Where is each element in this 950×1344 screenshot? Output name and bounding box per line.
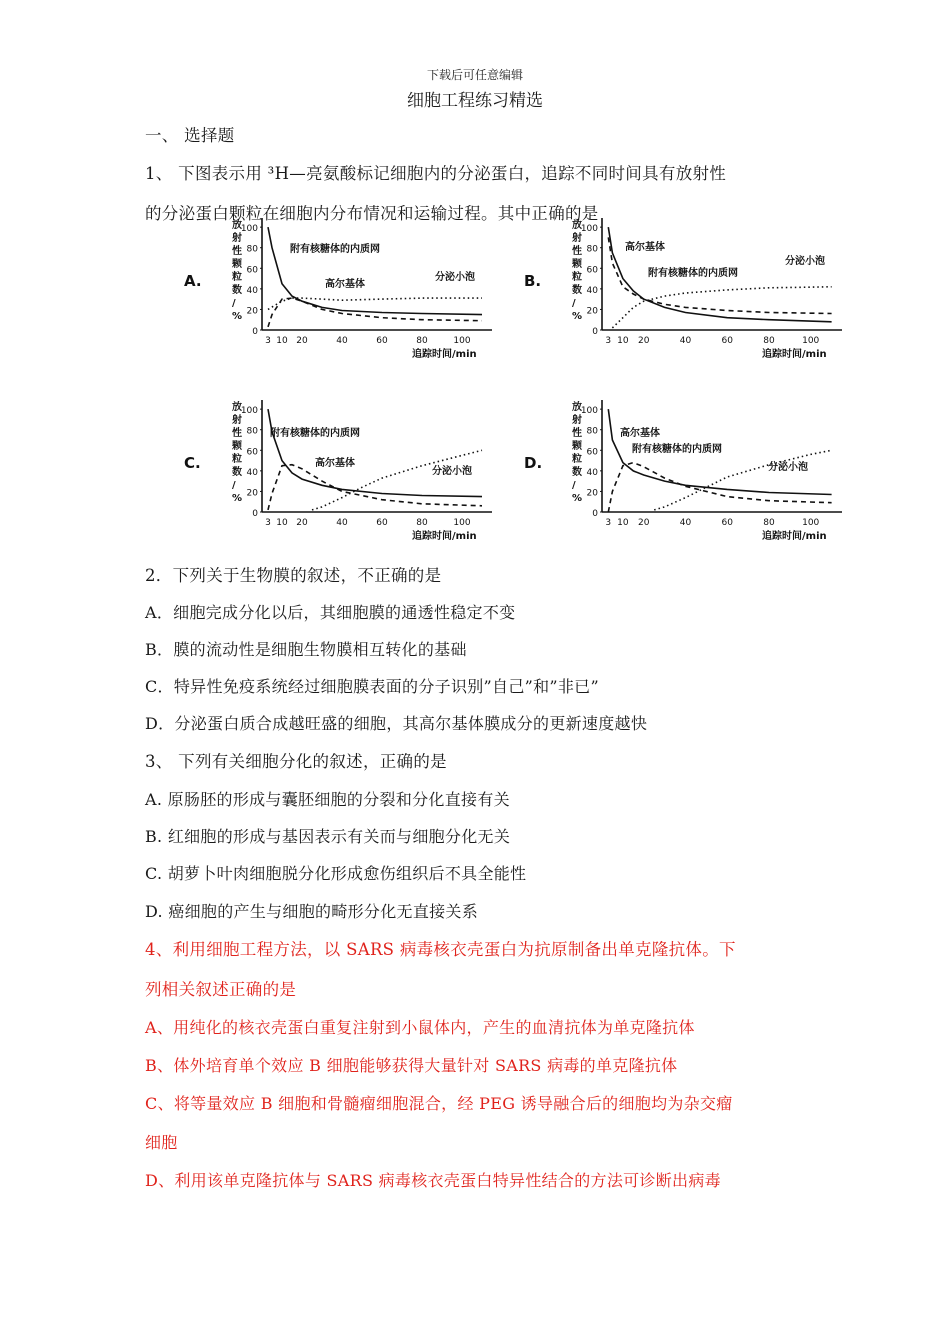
chart-1-ylabel-char: % — [232, 311, 243, 322]
chart-4-xtick-label: 60 — [721, 518, 733, 528]
chart-2-xtick-label: 80 — [763, 336, 775, 346]
chart-4-panel-label: D. — [524, 454, 543, 472]
chart-3-series-label: 附有核糖体的内质网 — [270, 428, 360, 439]
chart-1-ylabel-char: / — [232, 298, 236, 309]
chart-4-ylabel-char: 数 — [572, 467, 582, 478]
chart-4-ytick-label: 20 — [586, 488, 598, 499]
chart-1-xtick-label: 3 — [265, 336, 271, 346]
chart-4-ylabel-char: / — [572, 480, 576, 491]
chart-2-ytick-label: 40 — [586, 285, 598, 296]
chart-4-ytick-label: 0 — [592, 509, 598, 519]
chart-3-ytick-label: 20 — [246, 488, 258, 499]
q3-option-a: A. 原肠胚的形成与囊胚细胞的分裂和分化直接有关 — [145, 790, 510, 809]
chart-1-ylabel-char: 颗 — [232, 259, 242, 270]
chart-4-ylabel-char: 放 — [572, 402, 582, 413]
chart-1-series-label: 附有核糖体的内质网 — [290, 244, 380, 255]
chart-3-ytick-label: 80 — [246, 426, 258, 437]
q4-option-c-line2: 细胞 — [145, 1133, 178, 1152]
chart-3-ylabel-char: / — [232, 480, 236, 491]
chart-3-series-line — [268, 409, 482, 497]
chart-1-panel-label: A. — [184, 272, 202, 290]
chart-4-xlabel: 追踪时间/min — [762, 531, 827, 542]
chart-1-series-label: 分泌小泡 — [435, 272, 475, 283]
chart-3-xtick-label: 60 — [376, 518, 388, 528]
chart-3-xtick-label: 100 — [453, 518, 471, 528]
chart-2-ylabel-char: 颗 — [572, 259, 582, 270]
chart-1-xlabel: 追踪时间/min — [412, 349, 477, 360]
chart-3-series-label: 高尔基体 — [315, 458, 355, 469]
chart-2-ytick-label: 0 — [592, 327, 598, 337]
chart-1-ylabel-char: 放 — [232, 220, 242, 231]
chart-1-series-line — [268, 227, 482, 315]
q2-option-a: A．细胞完成分化以后，其细胞膜的通透性稳定不变 — [145, 603, 516, 622]
chart-2-ylabel-char: / — [572, 298, 576, 309]
chart-2-series-label: 高尔基体 — [625, 242, 665, 253]
chart-3-xtick-label: 40 — [336, 518, 348, 528]
q4-stem-line2: 列相关叙述正确的是 — [145, 980, 297, 999]
chart-4-xtick-label: 40 — [679, 518, 692, 528]
chart-2-series-label: 分泌小泡 — [785, 256, 825, 267]
q2-option-b: B．膜的流动性是细胞生物膜相互转化的基础 — [145, 640, 467, 659]
chart-3-ylabel-char: 放 — [232, 402, 242, 413]
q3-stem: 3、 下列有关细胞分化的叙述，正确的是 — [145, 752, 447, 771]
chart-1-xtick-label: 100 — [453, 336, 471, 346]
chart-2-ytick-label: 20 — [586, 306, 598, 317]
q3-option-d: D. 癌细胞的产生与细胞的畸形分化无直接关系 — [145, 902, 479, 921]
chart-4-ytick-label: 80 — [586, 426, 598, 437]
chart-2-series-line — [612, 287, 831, 328]
chart-2-ylabel-char: 放 — [572, 220, 582, 231]
chart-4-xtick-label: 10 — [617, 518, 629, 528]
header-note: 下载后可任意编辑 — [426, 68, 523, 82]
chart-4-xtick-label: 20 — [638, 518, 650, 528]
chart-2-xtick-label: 20 — [638, 336, 650, 346]
chart-4-series-label: 分泌小泡 — [768, 462, 808, 473]
chart-1-ytick-label: 100 — [240, 224, 258, 235]
chart-2-ytick-label: 100 — [580, 224, 598, 235]
chart-4-xtick-label: 100 — [802, 518, 820, 528]
chart-2-xtick-label: 60 — [721, 336, 733, 346]
q4-option-b: B、体外培育单个效应 B 细胞能够获得大量针对 SARS 病毒的单克隆抗体 — [145, 1056, 678, 1075]
q1-charts — [170, 212, 850, 552]
chart-2-series-label: 附有核糖体的内质网 — [648, 268, 738, 279]
chart-3-xlabel: 追踪时间/min — [412, 531, 477, 542]
chart-3-xtick-label: 3 — [265, 518, 271, 528]
q1-stem-line1: 1、 下图表示用 ³H—亮氨酸标记细胞内的分泌蛋白，追踪不同时间具有放射性 — [145, 164, 727, 183]
chart-1-ylabel-char: 性 — [232, 246, 242, 257]
chart-2-xtick-label: 100 — [802, 336, 820, 346]
section-heading: 一、 选择题 — [145, 126, 235, 145]
chart-1-series-label: 高尔基体 — [325, 279, 365, 290]
chart-4-series-line — [654, 450, 831, 510]
chart-4-ylabel-char: 粒 — [572, 454, 582, 465]
chart-2-ytick-label: 80 — [586, 244, 598, 255]
chart-4-series-label: 附有核糖体的内质网 — [632, 444, 722, 455]
chart-3-series-label: 分泌小泡 — [432, 466, 472, 477]
chart-2-xtick-label: 3 — [605, 336, 612, 346]
chart-4-ytick-label: 60 — [586, 447, 598, 458]
chart-3-ylabel-char: 颗 — [232, 441, 242, 452]
chart-3-xtick-label: 80 — [416, 518, 428, 528]
q4-option-a: A、用纯化的核衣壳蛋白重复注射到小鼠体内，产生的血清抗体为单克隆抗体 — [145, 1018, 695, 1037]
chart-3-panel-label: C. — [184, 454, 201, 472]
chart-2-ylabel-char: 数 — [572, 285, 582, 296]
chart-2-ylabel-char: 粒 — [572, 272, 582, 283]
chart-1-ylabel-char: 粒 — [232, 272, 242, 283]
chart-1-xtick-label: 40 — [336, 336, 348, 346]
page-title: 细胞工程练习精选 — [407, 91, 543, 111]
chart-2-ylabel-char: 射 — [572, 233, 582, 244]
q2-option-c: C．特异性免疫系统经过细胞膜表面的分子识别”自己”和”非已” — [145, 677, 599, 696]
chart-1-xtick-label: 10 — [276, 336, 288, 346]
chart-4-ylabel-char: % — [572, 493, 583, 504]
q4-stem-line1: 4、利用细胞工程方法，以 SARS 病毒核衣壳蛋白为抗原制备出单克隆抗体。下 — [145, 940, 736, 959]
chart-2-ylabel-char: 性 — [572, 246, 582, 257]
q4-option-c-line1: C、将等量效应 B 细胞和骨髓瘤细胞混合，经 PEG 诱导融合后的细胞均为杂交瘤 — [145, 1094, 733, 1113]
chart-1-ytick-label: 80 — [246, 244, 258, 255]
chart-2-panel-label: B. — [524, 272, 542, 290]
chart-4-ytick-label: 100 — [580, 406, 598, 417]
chart-4-series-label: 高尔基体 — [620, 428, 660, 439]
chart-1-ytick-label: 40 — [246, 285, 258, 296]
chart-3-ylabel-char: 射 — [232, 415, 242, 426]
chart-3-ytick-label: 40 — [246, 467, 258, 478]
chart-3-xtick-label: 20 — [296, 518, 308, 528]
chart-2-xlabel: 追踪时间/min — [762, 349, 827, 360]
chart-1-ylabel-char: 射 — [232, 233, 242, 244]
chart-2-ytick-label: 60 — [586, 265, 598, 276]
chart-4-ytick-label: 40 — [586, 467, 598, 478]
chart-4-xtick-label: 3 — [605, 518, 612, 528]
chart-4-ylabel-char: 颗 — [572, 441, 582, 452]
chart-1-xtick-label: 60 — [376, 336, 388, 346]
chart-2-xtick-label: 10 — [617, 336, 629, 346]
chart-3-ylabel-char: % — [232, 493, 243, 504]
chart-1-ytick-label: 0 — [252, 327, 258, 337]
chart-3-ylabel-char: 数 — [232, 467, 242, 478]
chart-4-ylabel-char: 射 — [572, 415, 582, 426]
q3-option-c: C. 胡萝卜叶肉细胞脱分化形成愈伤组织后不具全能性 — [145, 864, 527, 883]
q2-option-d: D．分泌蛋白质合成越旺盛的细胞，其高尔基体膜成分的更新速度越快 — [145, 714, 648, 733]
chart-2-xtick-label: 40 — [679, 336, 692, 346]
chart-1-ytick-label: 60 — [246, 265, 258, 276]
chart-1-ytick-label: 20 — [246, 306, 258, 317]
q4-option-d: D、利用该单克隆抗体与 SARS 病毒核衣壳蛋白特异性结合的方法可诊断出病毒 — [145, 1171, 721, 1190]
chart-3-xtick-label: 10 — [276, 518, 288, 528]
q3-option-b: B. 红细胞的形成与基因表示有关而与细胞分化无关 — [145, 827, 511, 846]
chart-1-xtick-label: 20 — [296, 336, 308, 346]
chart-3-ytick-label: 0 — [252, 509, 258, 519]
chart-3-ytick-label: 100 — [240, 406, 258, 417]
chart-2-ylabel-char: % — [572, 311, 583, 322]
chart-4-ylabel-char: 性 — [572, 428, 582, 439]
chart-1-ylabel-char: 数 — [232, 285, 242, 296]
chart-1-xtick-label: 80 — [416, 336, 428, 346]
q2-stem: 2．下列关于生物膜的叙述，不正确的是 — [145, 566, 442, 585]
chart-3-ylabel-char: 性 — [232, 428, 242, 439]
chart-3-ytick-label: 60 — [246, 447, 258, 458]
chart-4-xtick-label: 80 — [763, 518, 775, 528]
q1-stem-line2: 的分泌蛋白颗粒在细胞内分布情况和运输过程。其中正确的是 — [145, 204, 599, 223]
chart-3-ylabel-char: 粒 — [232, 454, 242, 465]
